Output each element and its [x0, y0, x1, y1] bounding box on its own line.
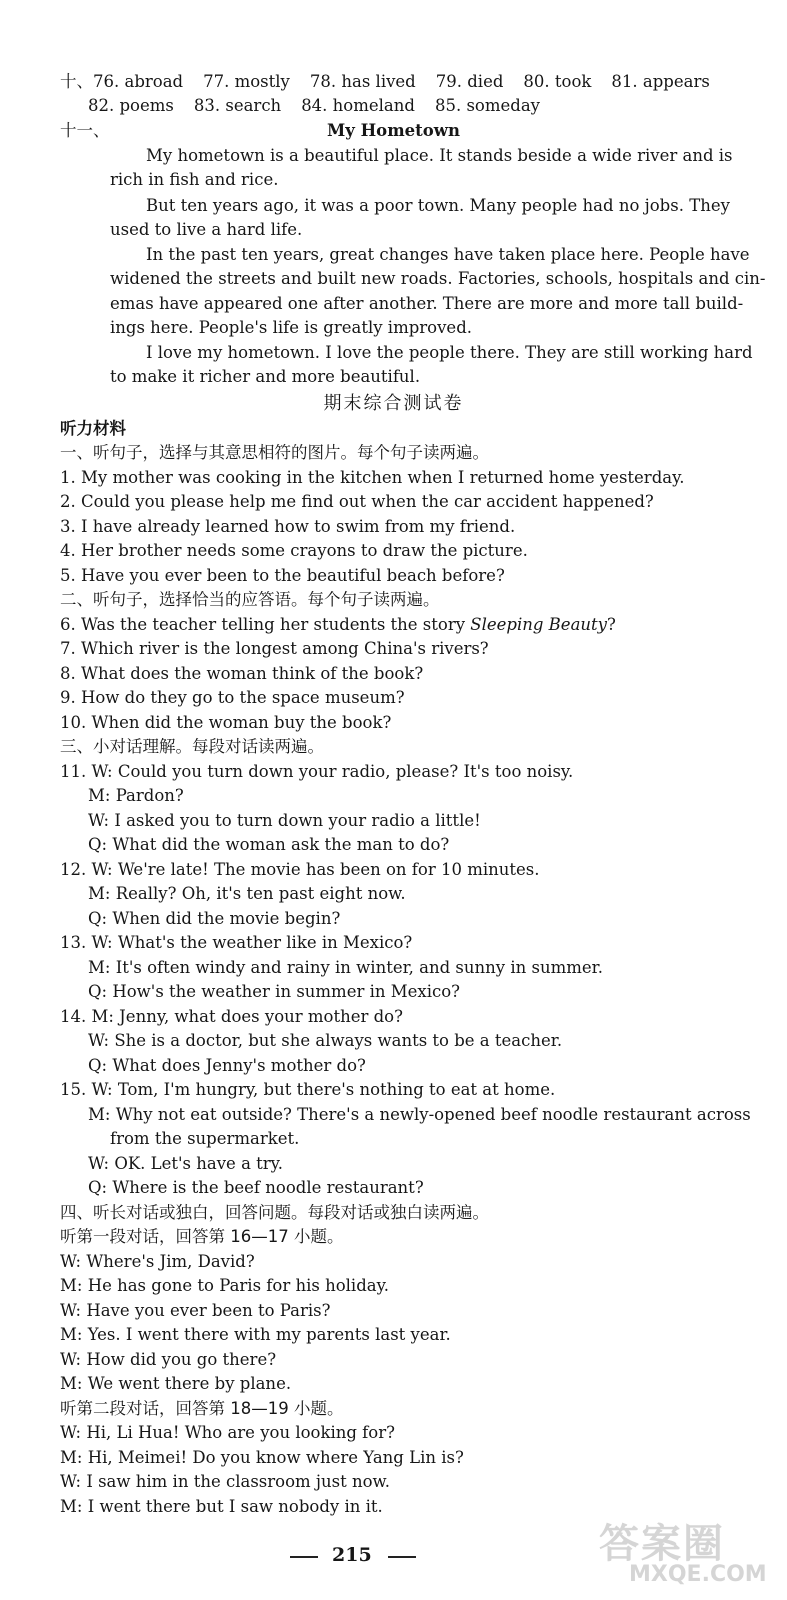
answer-item: 78. has lived	[309, 72, 416, 91]
dialog-line: Q: How's the weather in summer in Mexico?	[88, 982, 461, 1001]
question-line: 7. Which river is the longest among China's rivers?	[60, 639, 489, 658]
part4-heading: 四、听长对话或独白，回答问题。每段对话或独白读两遍。	[60, 1203, 489, 1222]
part1-heading: 一、听句子，选择与其意思相符的图片。每个句子读两遍。	[60, 443, 489, 462]
answer-item: 79. died	[435, 72, 504, 91]
essay-line: to make it richer and more beautiful.	[110, 367, 421, 386]
question-line: 10. When did the woman buy the book?	[60, 713, 392, 732]
q6-mark: ?	[607, 615, 616, 634]
dialog-line: W: How did you go there?	[60, 1350, 277, 1369]
watermark-text: 答案圈	[599, 1521, 725, 1567]
dialog-line: W: Where's Jim, David?	[60, 1252, 255, 1271]
page-number-dash-left	[290, 1556, 318, 1558]
question-line: 3. I have already learned how to swim from my friend.	[60, 517, 516, 536]
answer-item: 80. took	[523, 72, 592, 91]
dialog-line: 13. W: What's the weather like in Mexico?	[60, 933, 413, 952]
dialog-line: 15. W: Tom, I'm hungry, but there's nothing to eat at home.	[60, 1080, 556, 1099]
question-line: 8. What does the woman think of the book?	[60, 664, 424, 683]
q6-text: 6. Was the teacher telling her students the story	[60, 615, 471, 634]
dialog-line: M: He has gone to Paris for his holiday.	[60, 1276, 389, 1295]
dialog-line: W: I asked you to turn down your radio a little!	[88, 811, 481, 830]
essay-line: emas have appeared one after another. There are more and more tall build-	[110, 294, 744, 313]
dialog-line: W: Hi, Li Hua! Who are you looking for?	[60, 1423, 395, 1442]
dialog-line: W: OK. Let's have a try.	[88, 1154, 284, 1173]
page-number: 215	[332, 1544, 372, 1566]
dialog-line: from the supermarket.	[110, 1129, 300, 1148]
dialog-line: M: I went there but I saw nobody in it.	[60, 1497, 383, 1516]
answer-line-2	[88, 98, 560, 115]
dialog-line: Q: What does Jenny's mother do?	[88, 1056, 366, 1075]
dialog-line: M: We went there by plane.	[60, 1374, 292, 1393]
dialog2-heading: 听第二段对话，回答第 18—19 小题。	[60, 1399, 344, 1418]
question-line: 4. Her brother needs some crayons to draw the picture.	[60, 541, 528, 560]
dialog-line: Q: Where is the beef noodle restaurant?	[88, 1178, 424, 1197]
essay-line: I love my hometown. I love the people there. They are still working hard	[146, 343, 753, 362]
dialog-line: W: She is a doctor, but she always wants to be a teacher.	[88, 1031, 563, 1050]
dialog-line: M: Why not eat outside? There's a newly-opened beef noodle restaurant across	[88, 1105, 751, 1124]
essay-title: My Hometown	[327, 121, 460, 140]
question-line: 2. Could you please help me find out when the car accident happened?	[60, 492, 654, 511]
essay-line: ings here. People's life is greatly improved.	[110, 318, 473, 337]
exam-subtitle: 听力材料	[60, 419, 126, 438]
answer-line-1	[60, 74, 730, 91]
answer-item: 81. appears	[611, 72, 710, 91]
dialog-line: 11. W: Could you turn down your radio, please? It's too noisy.	[60, 762, 574, 781]
essay-line: used to live a hard life.	[110, 220, 303, 239]
part2-heading: 二、听句子，选择恰当的应答语。每个句子读两遍。	[60, 590, 440, 609]
dialog-line: M: Hi, Meimei! Do you know where Yang Lin is?	[60, 1448, 464, 1467]
question-line: 5. Have you ever been to the beautiful beach before?	[60, 566, 505, 585]
answer-item: 83. search	[193, 96, 282, 115]
dialog-line: M: Really? Oh, it's ten past eight now.	[88, 884, 406, 903]
answer-item: 77. mostly	[203, 72, 290, 91]
dialog-line: Q: What did the woman ask the man to do?	[88, 835, 450, 854]
watermark-url: MXQE.COM	[629, 1562, 767, 1587]
dialog-line: M: Pardon?	[88, 786, 184, 805]
question-line: 1. My mother was cooking in the kitchen when I returned home yesterday.	[60, 468, 685, 487]
exam-title: 期末综合测试卷	[323, 393, 464, 414]
dialog-line: M: It's often windy and rainy in winter, and sunny in summer.	[88, 958, 603, 977]
answer-item: 82. poems	[88, 96, 174, 115]
answer-item: 85. someday	[434, 96, 540, 115]
page-number-dash-right	[388, 1556, 416, 1558]
essay-label: 十一、	[60, 121, 110, 140]
dialog-line: 12. W: We're late! The movie has been on for 10 minutes.	[60, 860, 540, 879]
question-line	[60, 617, 616, 634]
answer-item: 76. abroad	[93, 72, 184, 91]
dialog-line: W: Have you ever been to Paris?	[60, 1301, 331, 1320]
section-label: 十、	[60, 72, 93, 91]
essay-line: In the past ten years, great changes have taken place here. People have	[146, 245, 750, 264]
watermark-logo	[559, 1512, 769, 1590]
story-title: Sleeping Beauty	[470, 615, 607, 634]
dialog-line: W: I saw him in the classroom just now.	[60, 1472, 390, 1491]
dialog1-heading: 听第一段对话，回答第 16—17 小题。	[60, 1227, 344, 1246]
answer-item: 84. homeland	[301, 96, 415, 115]
dialog-line: 14. M: Jenny, what does your mother do?	[60, 1007, 403, 1026]
question-line: 9. How do they go to the space museum?	[60, 688, 405, 707]
part3-heading: 三、小对话理解。每段对话读两遍。	[60, 737, 324, 756]
essay-line: But ten years ago, it was a poor town. Many people had no jobs. They	[146, 196, 730, 215]
dialog-line: Q: When did the movie begin?	[88, 909, 341, 928]
dialog-line: M: Yes. I went there with my parents last year.	[60, 1325, 451, 1344]
essay-line: My hometown is a beautiful place. It stands beside a wide river and is	[146, 146, 733, 165]
essay-line: rich in fish and rice.	[110, 170, 279, 189]
essay-line: widened the streets and built new roads. Factories, schools, hospitals and cin-	[110, 269, 766, 288]
